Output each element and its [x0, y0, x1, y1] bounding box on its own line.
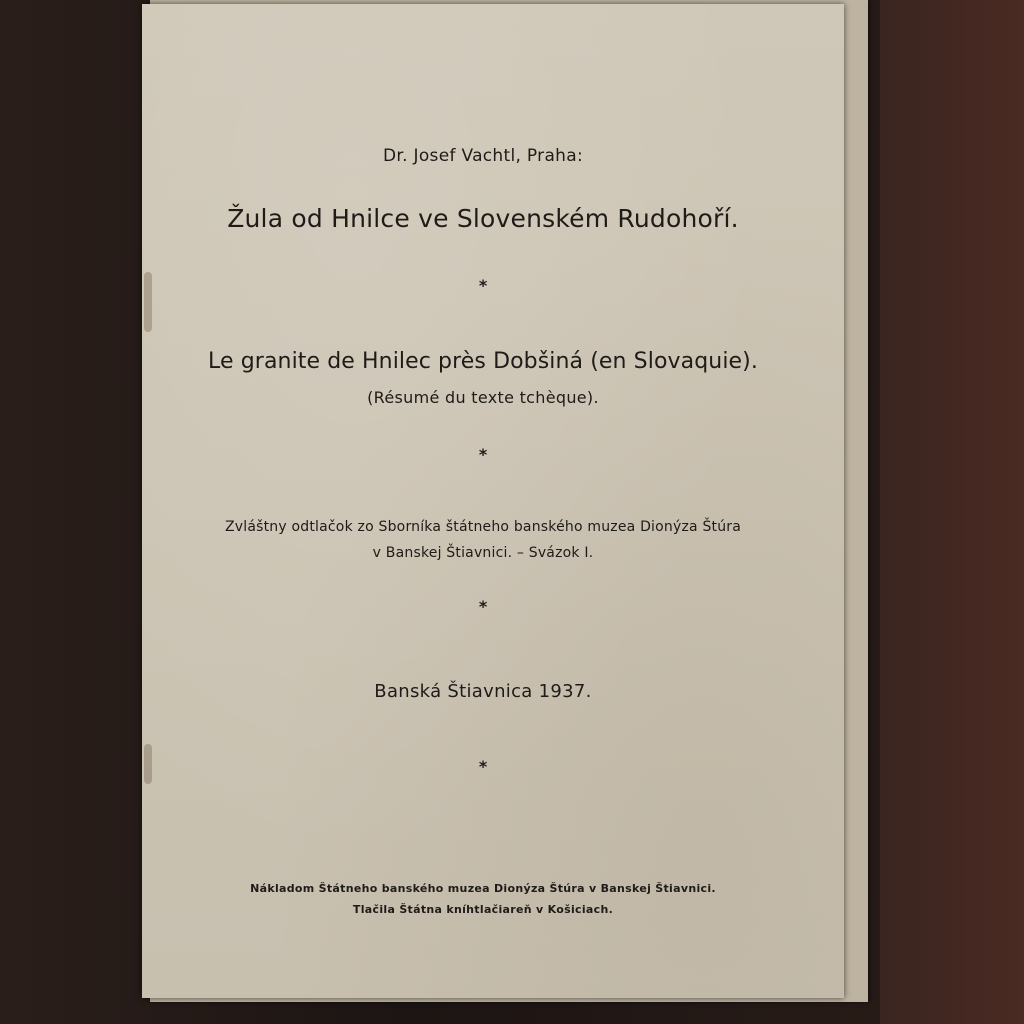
offprint-line-2: v Banskej Štiavnici. – Svázok I. — [372, 545, 594, 561]
imprint-line-1: Nákladom Štátneho banského muzea Dionýza Štúra v Banskej Štiavnici. — [250, 882, 716, 895]
subtitle-french: (Résumé du texte tchèque). — [367, 388, 599, 407]
separator-star: * — [478, 757, 488, 776]
title-french: Le granite de Hnilec près Dobšiná (en Slovaquie). — [208, 349, 758, 374]
offprint-line-1: Zvláštny odtlačok zo Sborníka štátneho banského muzea Dionýza Štúra — [224, 519, 742, 535]
document-page — [142, 4, 844, 998]
background-right-edge — [880, 0, 1024, 1024]
place-year: Banská Štiavnica 1937. — [374, 681, 592, 702]
title-czech: Žula od Hnilce ve Slovenském Rudohoří. — [227, 204, 739, 233]
separator-star: * — [478, 445, 488, 464]
separator-star: * — [478, 597, 488, 616]
author-line: Dr. Josef Vachtl, Praha: — [383, 146, 583, 166]
imprint-line-2: Tlačila Štátna kníhtlačiareň v Košiciach. — [352, 903, 614, 916]
separator-star: * — [478, 276, 488, 295]
